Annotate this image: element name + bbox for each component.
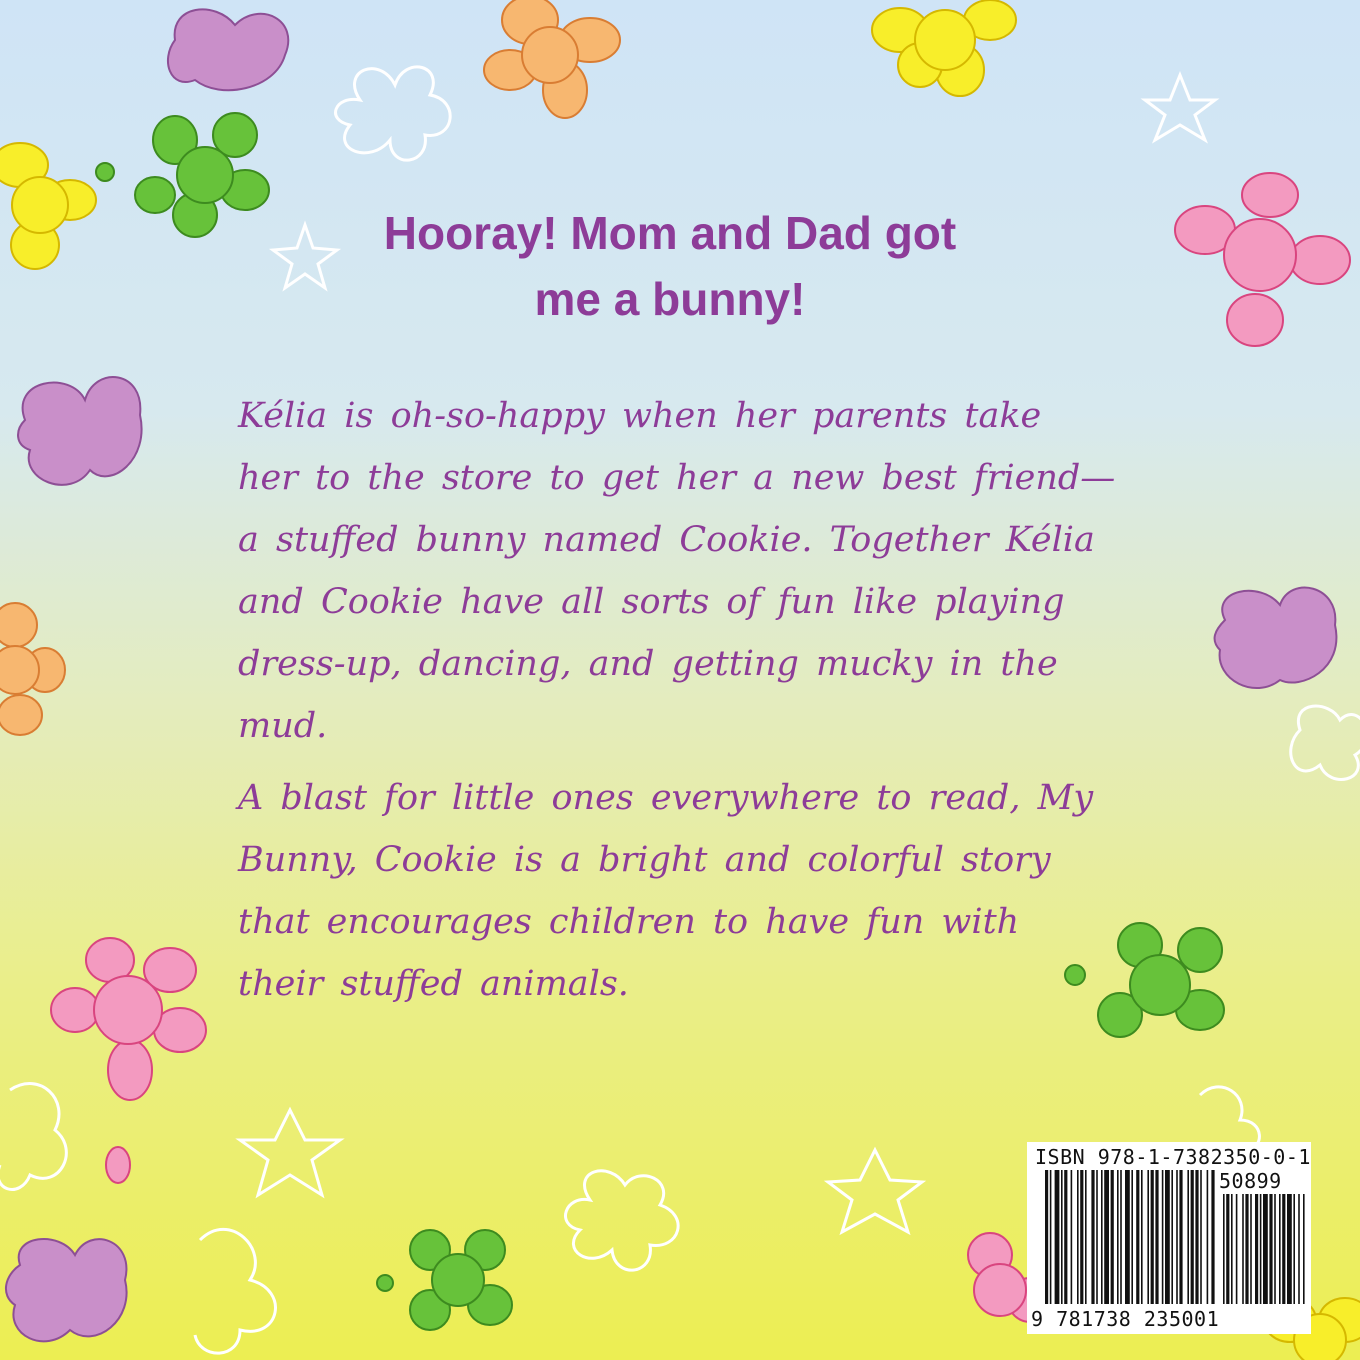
outline-flower-icon (1200, 1087, 1259, 1150)
barcode-addon-bar (1263, 1194, 1268, 1304)
barcode-bar (1111, 1170, 1114, 1304)
yellow-flower-icon (872, 0, 1016, 96)
barcode-addon-bar (1242, 1194, 1244, 1304)
pink-flower-icon (51, 938, 206, 1183)
barcode-addon-bar (1236, 1194, 1238, 1304)
barcode-bar (1191, 1170, 1194, 1304)
pink-flower-icon (1175, 173, 1350, 346)
purple-blob-icon (168, 9, 288, 90)
barcode-ean-digits: 9 781738 235001 (1031, 1307, 1220, 1331)
outline-flower-icon (1291, 706, 1360, 779)
headline-line-2: me a bunny! (534, 273, 806, 325)
isbn-label: ISBN 978-1-7382350-0-1 (1035, 1145, 1311, 1169)
barcode-bar (1077, 1170, 1079, 1304)
barcode-addon-bar (1260, 1194, 1262, 1304)
barcode-bar (1061, 1170, 1063, 1304)
orange-flower-icon (0, 603, 65, 735)
star-outline-icon (240, 1110, 340, 1195)
barcode-bar (1165, 1170, 1170, 1304)
barcode-addon-bar (1279, 1194, 1281, 1304)
barcode-addon-bar (1282, 1194, 1285, 1304)
barcode-addon-bar (1269, 1194, 1272, 1304)
green-flower-icon (377, 1230, 512, 1330)
purple-blob-icon (18, 377, 142, 485)
star-outline-icon (828, 1150, 922, 1232)
barcode-addon-bar (1274, 1194, 1276, 1304)
barcode-bar (1200, 1170, 1202, 1304)
outline-flower-icon (336, 67, 451, 160)
green-flower-icon (96, 113, 269, 237)
description-paragraph-2: A blast for little ones everywhere to read, My Bunny, Cookie is a bright and colorful story that encourages children to have fun with their stuffed animals. (238, 778, 1094, 1004)
barcode-bar (1207, 1170, 1209, 1304)
barcode-bar (1131, 1170, 1133, 1304)
barcode-bar (1101, 1170, 1103, 1304)
barcode-bar (1195, 1170, 1198, 1304)
barcode-bar (1080, 1170, 1083, 1304)
barcode-bar (1055, 1170, 1060, 1304)
barcode-bar (1091, 1170, 1094, 1304)
outline-flower-icon (195, 1229, 275, 1353)
barcode-bar (1179, 1170, 1182, 1304)
barcode-bar (1050, 1170, 1052, 1304)
barcode-addon-bar (1250, 1194, 1252, 1304)
description-paragraph-1: Kélia is oh-so-happy when her parents take her to the store to get her a new best friend—a stuffed bunny named Cookie. Together Kélia and Cookie have all sorts of fun like playing dress-up, dancing, and getting mucky in the mud. (238, 396, 1116, 746)
book-description (238, 385, 1118, 1025)
barcode-bar (1045, 1170, 1048, 1304)
barcode-bar (1104, 1170, 1109, 1304)
barcode-bar (1096, 1170, 1098, 1304)
barcode-bar (1141, 1170, 1143, 1304)
purple-blob-icon (6, 1239, 127, 1341)
yellow-flower-icon (0, 143, 96, 269)
barcode-bar (1151, 1170, 1154, 1304)
barcode-bars-icon (1027, 1142, 1311, 1334)
headline-line-1: Hooray! Mom and Dad got (383, 207, 957, 259)
barcode-addon-bar (1255, 1194, 1258, 1304)
barcode-addon-bar (1293, 1194, 1295, 1304)
barcode-bar (1211, 1170, 1214, 1304)
barcode-addon-bar (1226, 1194, 1229, 1304)
isbn-barcode-box (1027, 1142, 1311, 1334)
back-cover-headline (280, 200, 1060, 332)
barcode-addon-bar (1223, 1194, 1225, 1304)
purple-blob-icon (1215, 588, 1337, 688)
barcode-bar (1155, 1170, 1158, 1304)
barcode-bar (1136, 1170, 1139, 1304)
barcode-bar (1162, 1170, 1164, 1304)
outline-flower-icon (566, 1171, 679, 1270)
barcode-addon-bar (1245, 1194, 1248, 1304)
outline-flower-icon (0, 1084, 66, 1190)
barcode-bar (1147, 1170, 1149, 1304)
barcode-bar (1171, 1170, 1173, 1304)
barcode-bar (1125, 1170, 1130, 1304)
barcode-addon-bar (1231, 1194, 1233, 1304)
barcode-bar (1176, 1170, 1178, 1304)
barcode-bar (1187, 1170, 1189, 1304)
barcode-bar (1085, 1170, 1087, 1304)
barcode-addon-bar (1298, 1194, 1300, 1304)
barcode-addon-bar (1303, 1194, 1305, 1304)
orange-flower-icon (484, 0, 620, 118)
barcode-addon-code: 50899 (1219, 1169, 1282, 1193)
barcode-bar (1117, 1170, 1119, 1304)
barcode-bar (1120, 1170, 1122, 1304)
barcode-bar (1064, 1170, 1067, 1304)
barcode-addon-bar (1287, 1194, 1292, 1304)
star-outline-icon (1145, 75, 1215, 140)
barcode-bar (1071, 1170, 1073, 1304)
